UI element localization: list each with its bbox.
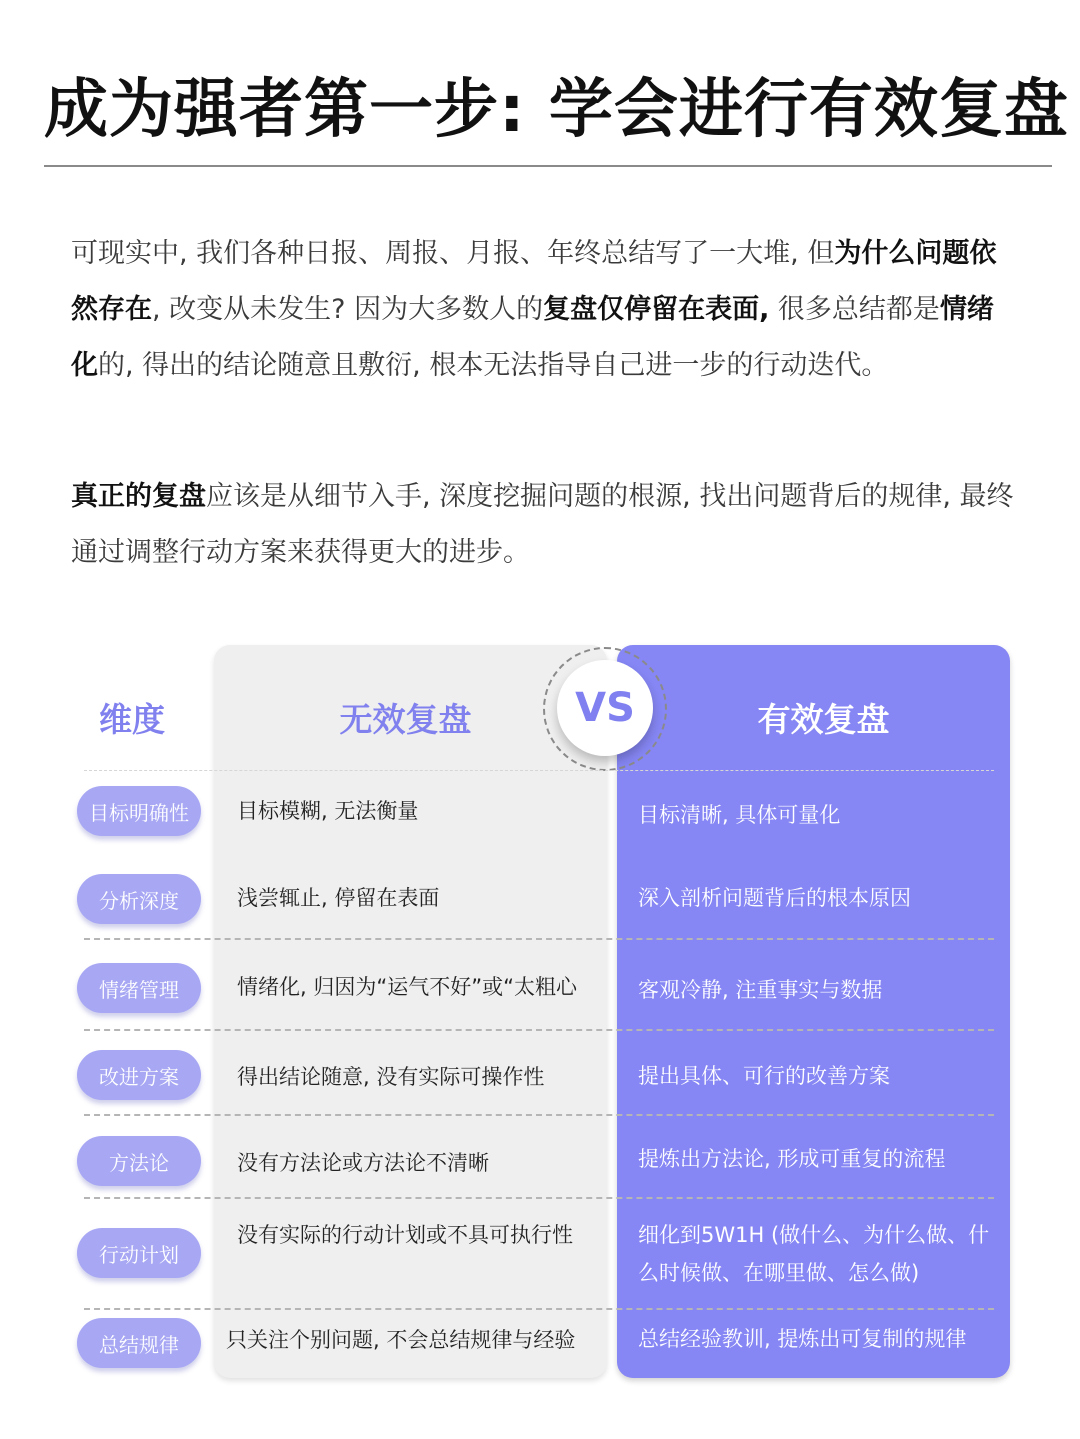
body-text: 的, 得出的结论随意且敷衍, 根本无法指导自己进一步的行动迭代。 bbox=[98, 350, 889, 381]
body-text: , 改变从未发生? 因为大多数人的 bbox=[152, 294, 544, 325]
dimension-pill: 分析深度 bbox=[77, 874, 201, 924]
dimension-pill: 目标明确性 bbox=[77, 786, 201, 836]
row-divider bbox=[84, 1197, 994, 1199]
body-text: 很多总结都是 bbox=[769, 294, 940, 325]
ineffective-column-panel bbox=[214, 645, 607, 1378]
ineffective-cell: 没有方法论或方法论不清晰 bbox=[237, 1151, 489, 1175]
header-divider bbox=[84, 770, 994, 771]
dimension-pill: 改进方案 bbox=[77, 1050, 201, 1100]
dimension-pill: 情绪管理 bbox=[77, 963, 201, 1013]
body-text: 可现实中, 我们各种日报、周报、月报、年终总结写了一大堆, 但 bbox=[71, 238, 835, 269]
dimension-pill: 行动计划 bbox=[77, 1228, 201, 1278]
ineffective-cell: 目标模糊, 无法衡量 bbox=[237, 799, 419, 823]
intro-paragraph-1 bbox=[71, 226, 1016, 394]
emphasis-text: 为什么问题依然存在 bbox=[71, 238, 997, 325]
effective-cell: 目标清晰, 具体可量化 bbox=[638, 803, 841, 827]
vs-badge: VS bbox=[557, 660, 653, 756]
title-divider bbox=[44, 165, 1052, 167]
emphasis-text: 情绪化 bbox=[71, 294, 994, 381]
body-text: 应该是从细节入手, 深度挖掘问题的根源, 找出问题背后的规律, 最终通过调整行动方案来获得更大的进步。 bbox=[71, 481, 1014, 568]
ineffective-cell: 只关注个别问题, 不会总结规律与经验 bbox=[226, 1328, 576, 1352]
effective-cell: 客观冷静, 注重事实与数据 bbox=[638, 978, 883, 1002]
emphasis-text: 复盘仅停留在表面, bbox=[543, 294, 770, 325]
effective-header: 有效复盘 bbox=[757, 700, 890, 739]
effective-cell: 提炼出方法论, 形成可重复的流程 bbox=[638, 1147, 946, 1171]
row-divider bbox=[84, 1029, 994, 1031]
ineffective-cell: 没有实际的行动计划或不具可执行性 bbox=[237, 1223, 573, 1247]
dimension-pill: 方法论 bbox=[77, 1136, 201, 1186]
row-divider bbox=[84, 1308, 994, 1310]
emphasis-text: 真正的复盘 bbox=[71, 481, 206, 512]
effective-cell: 提出具体、可行的改善方案 bbox=[638, 1064, 890, 1088]
dimension-pill: 总结规律 bbox=[77, 1318, 201, 1368]
ineffective-cell: 情绪化, 归因为“运气不好”或“太粗心 bbox=[237, 975, 577, 999]
effective-cell: 深入剖析问题背后的根本原因 bbox=[638, 886, 911, 910]
page-title: 成为强者第一步: 学会进行有效复盘 bbox=[44, 73, 1069, 147]
dimension-header: 维度 bbox=[99, 700, 165, 739]
effective-cell: 总结经验教训, 提炼出可复制的规律 bbox=[638, 1327, 967, 1351]
ineffective-cell: 浅尝辄止, 停留在表面 bbox=[237, 886, 440, 910]
intro-paragraph-2 bbox=[71, 469, 1016, 581]
effective-cell: 细化到5W1H (做什么、为什么做、什么时候做、在哪里做、怎么做) bbox=[638, 1223, 990, 1285]
row-divider bbox=[84, 1114, 994, 1116]
ineffective-header: 无效复盘 bbox=[339, 700, 472, 739]
row-divider bbox=[84, 938, 994, 940]
ineffective-cell: 得出结论随意, 没有实际可操作性 bbox=[237, 1065, 545, 1089]
